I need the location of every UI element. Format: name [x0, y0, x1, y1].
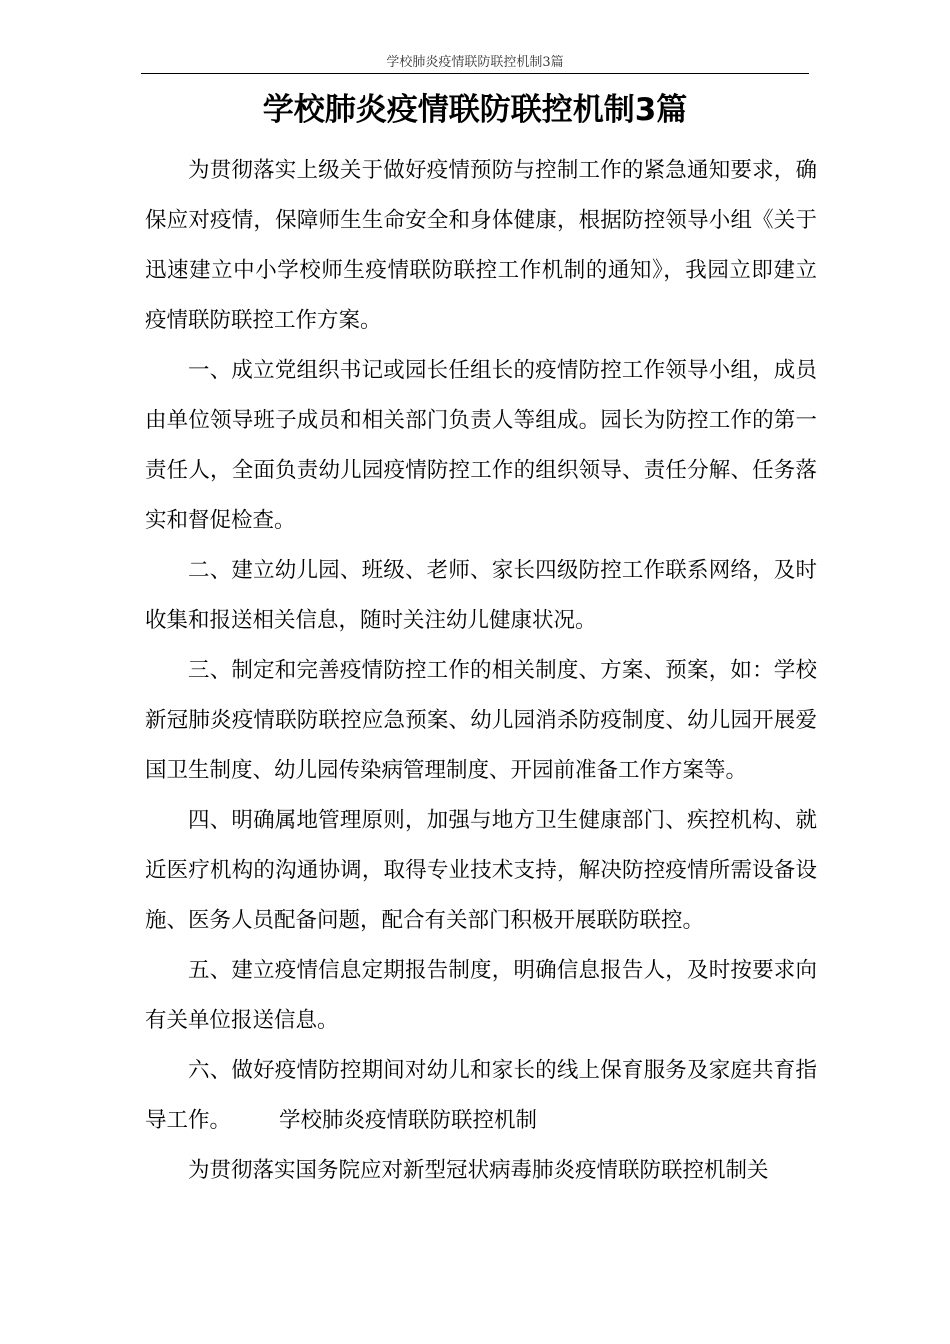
document-title: 学校肺炎疫情联防联控机制3篇	[262, 92, 688, 128]
running-header-text: 学校肺炎疫情联防联控机制3篇	[386, 55, 564, 70]
paragraph-item-2: 二、建立幼儿园、班级、老师、家长四级防控工作联系网络，及时收集和报送相关信息，随时关注幼儿健康状况。	[145, 558, 817, 633]
paragraph-intro: 为贯彻落实上级关于做好疫情预防与控制工作的紧急通知要求，确保应对疫情，保障师生生命安全和身体健康，根据防控领导小组《关于迅速建立中小学校师生疫情联防联控工作机制的通知》，我园立即建立疫情联防联控工作方案。	[145, 158, 817, 333]
document-body	[145, 146, 817, 1196]
paragraph-item-6	[145, 1046, 817, 1146]
paragraph-item-5: 五、建立疫情信息定期报告制度，明确信息报告人，及时按要求向有关单位报送信息。	[145, 958, 817, 1033]
paragraph-item-6-text: 六、做好疫情防控期间对幼儿和家长的线上保育服务及家庭共育指导工作。	[145, 1058, 817, 1133]
paragraph-item-3: 三、制定和完善疫情防控工作的相关制度、方案、预案，如：学校新冠肺炎疫情联防联控应急预案、幼儿园消杀防疫制度、幼儿园开展爱国卫生制度、幼儿园传染病管理制度、开园前准备工作方案等。	[145, 658, 817, 783]
paragraph-item-4: 四、明确属地管理原则，加强与地方卫生健康部门、疾控机构、就近医疗机构的沟通协调，取得专业技术支持，解决防控疫情所需设备设施、医务人员配备问题，配合有关部门积极开展联防联控。	[145, 808, 817, 933]
paragraph-next-section: 为贯彻落实国务院应对新型冠状病毒肺炎疫情联防联控机制关	[188, 1158, 769, 1183]
paragraph-item-1: 一、成立党组织书记或园长任组长的疫情防控工作领导小组，成员由单位领导班子成员和相关部门负责人等组成。园长为防控工作的第一责任人，全面负责幼儿园疫情防控工作的组织领导、责任分解、任务落实和督促检查。	[145, 358, 817, 533]
section-heading: 学校肺炎疫情联防联控机制	[279, 1108, 538, 1133]
running-header	[141, 55, 809, 74]
